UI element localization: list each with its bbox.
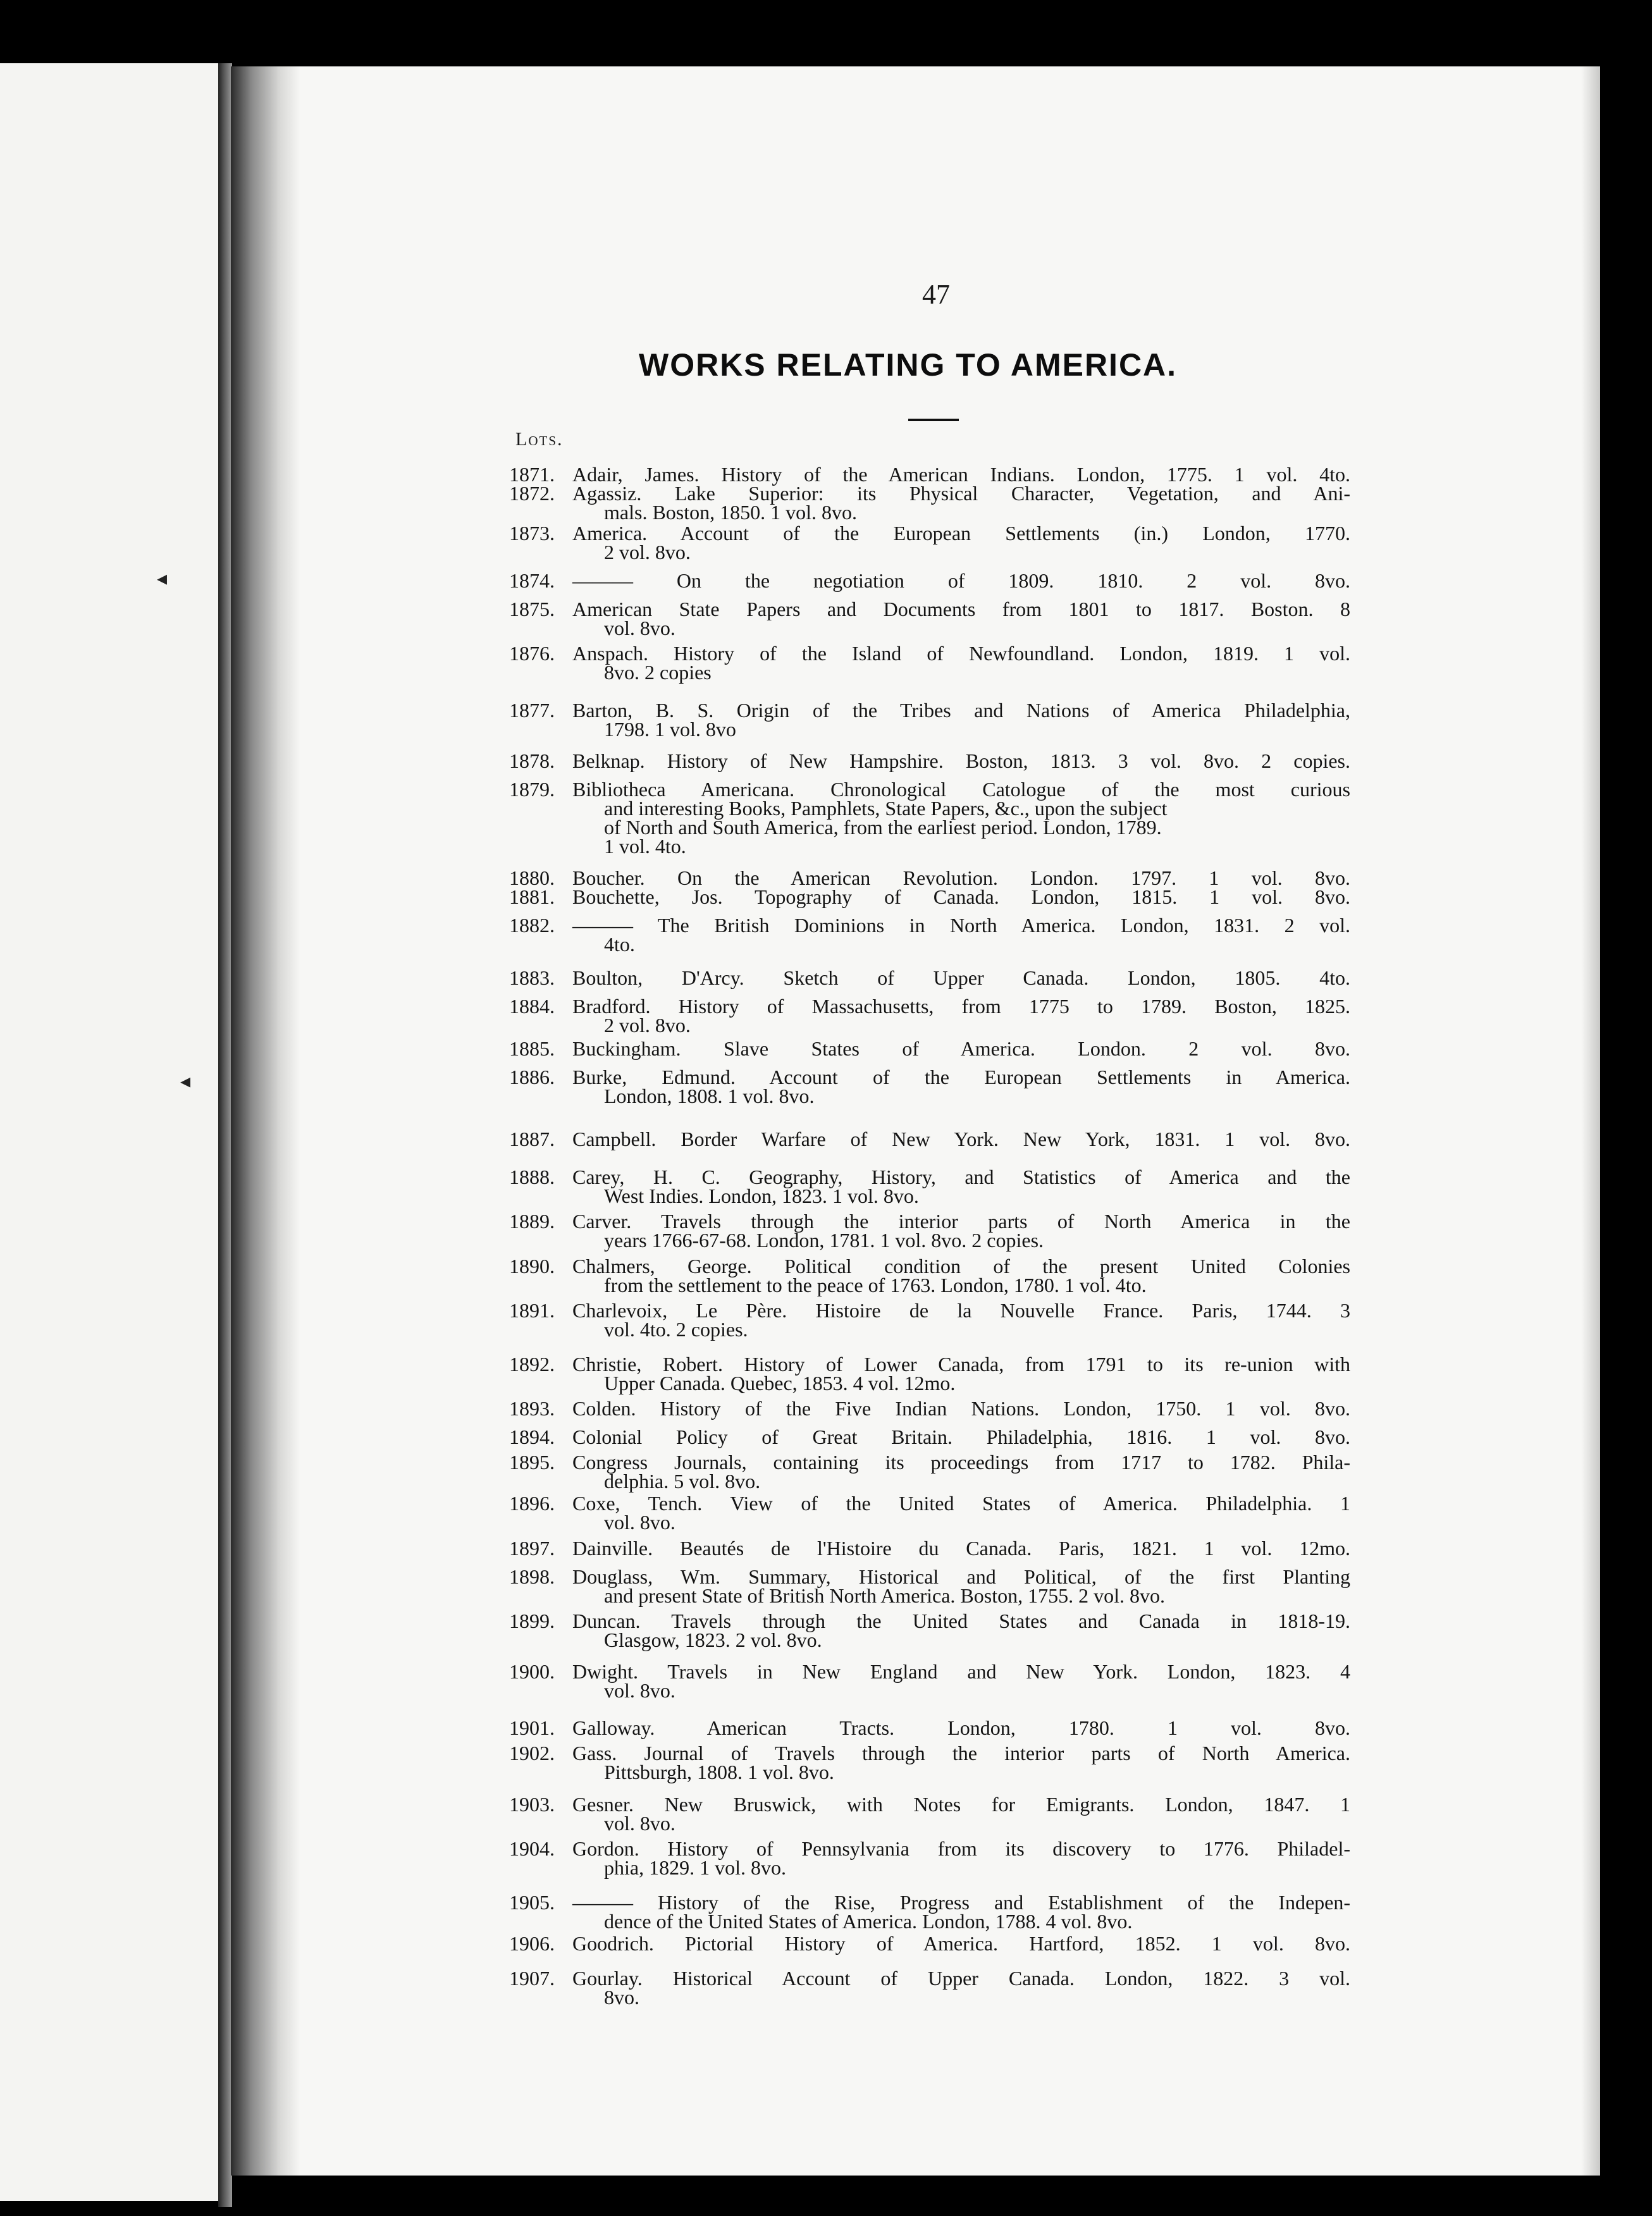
lot-text: Glasgow, 1823. 2 vol. 8vo. [604,1628,822,1651]
lot-entry [509,1068,1350,1105]
lot-text: Barton, B. S. Origin of the Tribes and Nations of America Philadelphia, [572,699,1350,722]
lot-text: Goodrich. Pictorial History of America. Hartford, 1852. 1 vol. 8vo. [572,1932,1350,1955]
lot-text: 8vo. 2 copies [604,661,712,684]
lot-number: 1880. [509,866,555,889]
lot-text: 1 vol. 4to. [604,835,686,858]
page-number: 47 [922,279,950,310]
lot-entry [509,1453,1350,1491]
lot-entry-continuation [509,935,1350,954]
lot-number: 1879. [509,778,555,801]
margin-mark: ◂ [157,567,168,589]
lot-entry-line [509,484,1350,503]
lot-text: of North and South America, from the earliest period. London, 1789. [604,816,1162,839]
lot-number: 1888. [509,1166,555,1188]
lot-text: Galloway. American Tracts. London, 1780. 1 vol. 8vo. [572,1716,1350,1739]
lot-entry [509,1355,1350,1393]
lot-text: Carver. Travels through the interior parts of North America in the [572,1210,1350,1233]
lot-text: Adair, James. History of the American Indians. London, 1775. 1 vol. 4to. [572,463,1350,486]
lot-entry-continuation [509,1681,1350,1700]
lot-entry-line [509,780,1350,799]
lot-text: 8vo. [604,1986,639,2009]
lot-text: Belknap. History of New Hampshire. Boston, 1813. 3 vol. 8vo. 2 copies. [572,749,1350,772]
lot-text: 1798. 1 vol. 8vo [604,718,736,741]
lot-entry-line [509,701,1350,720]
lot-entry [509,887,1350,906]
lot-entry-line [509,916,1350,935]
lot-entry [509,1934,1350,1953]
lot-number: 1900. [509,1660,555,1683]
lot-number: 1907. [509,1967,555,1990]
lot-text: vol. 4to. 2 copies. [604,1318,748,1341]
lot-entry [509,524,1350,562]
lot-entry-line [509,1539,1350,1558]
lot-entry-line [509,887,1350,906]
lot-entry-line [509,1130,1350,1148]
lot-text: Coxe, Tench. View of the United States of America. Philadelphia. 1 [572,1492,1350,1515]
lot-entry [509,1718,1350,1737]
lot-text: Burke, Edmund. Account of the European Settlements in America. [572,1066,1350,1088]
lot-entry-line [509,1399,1350,1418]
lot-entry [509,600,1350,637]
lot-entry-continuation [509,1016,1350,1035]
lot-entry-line [509,1718,1350,1737]
lot-entry [509,1399,1350,1418]
lot-entry-continuation [509,1513,1350,1532]
lot-number: 1889. [509,1210,555,1233]
margin-mark: ◂ [180,1069,191,1092]
lot-entry-continuation [509,1988,1350,2007]
lot-entry [509,997,1350,1035]
lot-number: 1895. [509,1451,555,1474]
lot-text: American State Papers and Documents from 1801 to 1817. Boston. 8 [572,598,1350,620]
lot-number: 1873. [509,522,555,545]
lot-entry [509,571,1350,590]
lot-text: Gass. Journal of Travels through the interior parts of North America. [572,1742,1350,1764]
lot-number: 1906. [509,1932,555,1955]
lot-text: Bradford. History of Massachusetts, from 1775 to 1789. Boston, 1825. [572,995,1350,1018]
lot-number: 1871. [509,463,555,486]
lot-text: years 1766-67-68. London, 1781. 1 vol. 8vo. 2 copies. [604,1229,1044,1252]
lot-text: Campbell. Border Warfare of New York. New York, 1831. 1 vol. 8vo. [572,1128,1350,1150]
lot-text: phia, 1829. 1 vol. 8vo. [604,1856,786,1879]
lot-number: 1899. [509,1610,555,1632]
lot-entry [509,1301,1350,1339]
lot-text: vol. 8vo. [604,617,675,639]
lot-number: 1901. [509,1716,555,1739]
lot-text: Gesner. New Bruswick, with Notes for Emigrants. London, 1847. 1 [572,1793,1350,1816]
lot-number: 1878. [509,749,555,772]
lot-text: Gordon. History of Pennsylvania from its discovery to 1776. Philadel- [572,1837,1350,1860]
lot-entry-line [509,1893,1350,1912]
lots-header: Lots. [515,429,564,450]
lot-entry-continuation [509,1586,1350,1605]
lot-entry-line [509,997,1350,1016]
lot-entry-continuation [509,1186,1350,1205]
lot-text: Boucher. On the American Revolution. London. 1797. 1 vol. 8vo. [572,866,1350,889]
lot-text: ——— On the negotiation of 1809. 1810. 2 vol. 8vo. [572,569,1350,592]
lot-entry-line [509,1427,1350,1446]
lot-number: 1876. [509,642,555,665]
lot-entry-line [509,1567,1350,1586]
lot-entry-line [509,644,1350,663]
lot-entry [509,465,1350,484]
lot-entry [509,1893,1350,1931]
lot-entry-line [509,1257,1350,1276]
lot-entry [509,1039,1350,1058]
lot-text: vol. 8vo. [604,1679,675,1702]
lot-text: Bouchette, Jos. Topography of Canada. London, 1815. 1 vol. 8vo. [572,885,1350,908]
lot-text: vol. 8vo. [604,1511,675,1534]
lot-text: vol. 8vo. [604,1812,675,1835]
lot-text: Dwight. Travels in New England and New York. London, 1823. 4 [572,1660,1350,1683]
lot-entry [509,1744,1350,1782]
lot-entry-continuation [509,663,1350,682]
lot-entry [509,701,1350,739]
lot-entry-continuation [509,1912,1350,1931]
lot-entry-line [509,868,1350,887]
page-title: WORKS RELATING TO AMERICA. [639,347,1178,383]
lot-entry [509,1257,1350,1295]
lot-number: 1883. [509,966,555,989]
lot-text: 4to. [604,933,635,956]
lot-number: 1903. [509,1793,555,1816]
lot-text: from the settlement to the peace of 1763. London, 1780. 1 vol. 4to. [604,1274,1147,1296]
lot-text: Carey, H. C. Geography, History, and Statistics of America and the [572,1166,1350,1188]
lot-text: Dainville. Beautés de l'Histoire du Canada. Paris, 1821. 1 vol. 12mo. [572,1537,1350,1560]
lot-entry-line [509,1611,1350,1630]
lot-entry [509,644,1350,682]
left-facing-page [0,63,221,2201]
lot-entry [509,1567,1350,1605]
lot-text: and interesting Books, Pamphlets, State Papers, &c., upon the subject [604,797,1168,820]
lot-number: 1902. [509,1742,555,1764]
lot-entry-continuation [509,837,1350,856]
lot-entry-line [509,1212,1350,1231]
lot-text: Douglass, Wm. Summary, Historical and Political, of the first Planting [572,1565,1350,1588]
lot-number: 1905. [509,1891,555,1914]
lot-entry-continuation [509,503,1350,522]
lot-number: 1890. [509,1255,555,1277]
lot-number: 1875. [509,598,555,620]
lot-text: America. Account of the European Settlements (in.) London, 1770. [572,522,1350,545]
lot-entry [509,868,1350,887]
lot-entry [509,1494,1350,1532]
lot-entry [509,1611,1350,1649]
lot-number: 1897. [509,1537,555,1560]
lot-entry-line [509,1969,1350,1988]
lot-text: Colden. History of the Five Indian Nations. London, 1750. 1 vol. 8vo. [572,1397,1350,1420]
lot-number: 1887. [509,1128,555,1150]
title-rule [908,419,959,421]
lot-entry-continuation [509,1374,1350,1393]
lot-entry-continuation [509,720,1350,739]
lot-entry-line [509,1795,1350,1814]
lot-number: 1877. [509,699,555,722]
lot-entry [509,1839,1350,1877]
lot-text: London, 1808. 1 vol. 8vo. [604,1085,815,1107]
lot-number: 1886. [509,1066,555,1088]
lot-entry-continuation [509,1630,1350,1649]
lot-text: Boulton, D'Arcy. Sketch of Upper Canada. London, 1805. 4to. [572,966,1350,989]
lot-entry [509,1795,1350,1833]
lot-number: 1885. [509,1037,555,1060]
lot-number: 1892. [509,1353,555,1376]
lot-entry-continuation [509,799,1350,818]
lot-text: Charlevoix, Le Père. Histoire de la Nouvelle France. Paris, 1744. 3 [572,1299,1350,1322]
lot-entry-continuation [509,1231,1350,1250]
lot-text: Buckingham. Slave States of America. London. 2 vol. 8vo. [572,1037,1350,1060]
lot-entry [509,780,1350,856]
lot-number: 1881. [509,885,555,908]
lot-entry [509,1539,1350,1558]
left-page-edge [218,63,232,2207]
lot-entry-continuation [509,1472,1350,1491]
lot-entry [509,1212,1350,1250]
lot-entry [509,968,1350,987]
lot-entry-line [509,571,1350,590]
lot-text: mals. Boston, 1850. 1 vol. 8vo. [604,501,858,524]
lot-number: 1882. [509,914,555,937]
lot-entry-continuation [509,1320,1350,1339]
lot-number: 1896. [509,1492,555,1515]
lot-text: Bibliotheca Americana. Chronological Catologue of the most curious [572,778,1350,801]
lot-number: 1872. [509,482,555,505]
lot-entry-line [509,1355,1350,1374]
lot-entry-line [509,1301,1350,1320]
page-right-edge [1581,66,1600,2176]
lot-text: and present State of British North America. Boston, 1755. 2 vol. 8vo. [604,1584,1165,1607]
lot-text: Upper Canada. Quebec, 1853. 4 vol. 12mo. [604,1372,956,1394]
lot-entry-line [509,751,1350,770]
lot-text: Duncan. Travels through the United States and Canada in 1818-19. [572,1610,1350,1632]
lot-entry-continuation [509,619,1350,637]
lot-entry-line [509,1839,1350,1858]
lot-number: 1884. [509,995,555,1018]
lot-entry [509,1662,1350,1700]
lot-entry [509,916,1350,954]
lot-entry-line [509,1934,1350,1953]
lot-text: Agassiz. Lake Superior: its Physical Character, Vegetation, and Ani- [572,482,1350,505]
lot-number: 1894. [509,1425,555,1448]
lot-text: Chalmers, George. Political condition of the present United Colonies [572,1255,1350,1277]
lot-text: delphia. 5 vol. 8vo. [604,1470,761,1493]
lot-entry-line [509,1167,1350,1186]
lot-number: 1893. [509,1397,555,1420]
lot-number: 1891. [509,1299,555,1322]
lot-text: ——— History of the Rise, Progress and Establishment of the Indepen- [572,1891,1350,1914]
lot-entry-line [509,524,1350,543]
lot-text: dence of the United States of America. London, 1788. 4 vol. 8vo. [604,1910,1133,1933]
lot-entry-continuation [509,818,1350,837]
lot-entry [509,484,1350,522]
lot-entry-line [509,600,1350,619]
lot-entry [509,751,1350,770]
lot-entry-line [509,1744,1350,1763]
lot-entry-continuation [509,1858,1350,1877]
lot-number: 1904. [509,1837,555,1860]
lot-number: 1874. [509,569,555,592]
lot-entry-line [509,1494,1350,1513]
lot-text: 2 vol. 8vo. [604,541,691,563]
binding-shadow [231,66,300,2176]
lot-text: Congress Journals, containing its proceedings from 1717 to 1782. Phila- [572,1451,1350,1474]
lot-entry-line [509,1068,1350,1086]
lot-entry [509,1167,1350,1205]
lot-text: Christie, Robert. History of Lower Canada, from 1791 to its re-union with [572,1353,1350,1376]
lot-text: 2 vol. 8vo. [604,1014,691,1037]
lot-entry-line [509,465,1350,484]
lot-entry-line [509,968,1350,987]
lot-text: Pittsburgh, 1808. 1 vol. 8vo. [604,1761,834,1783]
lot-text: Gourlay. Historical Account of Upper Canada. London, 1822. 3 vol. [572,1967,1350,1990]
lot-text: ——— The British Dominions in North America. London, 1831. 2 vol. [572,914,1350,937]
lot-entry-continuation [509,1086,1350,1105]
lot-entry-continuation [509,1276,1350,1295]
lot-text: Anspach. History of the Island of Newfoundland. London, 1819. 1 vol. [572,642,1350,665]
lot-number: 1898. [509,1565,555,1588]
lot-entry-line [509,1662,1350,1681]
lot-text: Colonial Policy of Great Britain. Philadelphia, 1816. 1 vol. 8vo. [572,1425,1350,1448]
lot-entry [509,1969,1350,2007]
lot-entry-continuation [509,543,1350,562]
lot-entry [509,1427,1350,1446]
lot-entry-line [509,1039,1350,1058]
lot-entry [509,1130,1350,1148]
lot-entry-line [509,1453,1350,1472]
lot-text: West Indies. London, 1823. 1 vol. 8vo. [604,1185,919,1207]
lot-entry-continuation [509,1814,1350,1833]
lot-entry-continuation [509,1763,1350,1782]
